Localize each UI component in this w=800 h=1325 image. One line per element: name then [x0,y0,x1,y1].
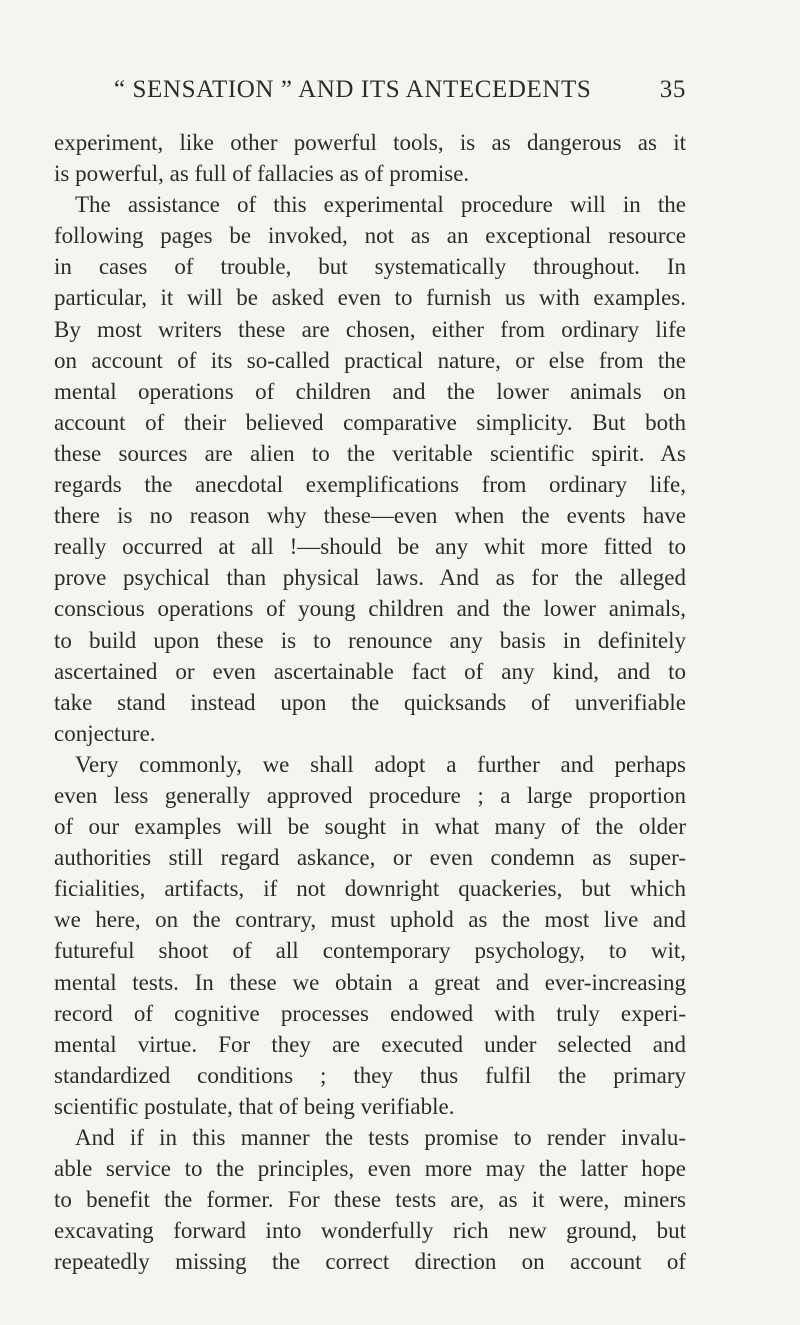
text-line: regards the anecdotal exemplifications from ordinary life, [54,472,686,498]
running-head [54,72,686,112]
text-line: take stand instead upon the quicksands of unverifiable [54,689,686,715]
text-line: The assistance of this experimental procedure will in the [75,192,686,218]
body-text [54,127,686,1277]
text-line: conjecture. [54,720,156,746]
text-line: mental operations of children and the lower animals on [54,378,686,404]
text-line: mental virtue. For they are executed under selected and [54,1031,686,1057]
text-line: conscious operations of young children and the lower animals, [54,596,686,622]
text-line: By most writers these are chosen, either from ordinary life [54,316,686,342]
text-line: in cases of trouble, but systematically throughout. In [54,254,686,280]
text-line: record of cognitive processes endowed with truly experi- [54,1000,686,1026]
running-title: “ SENSATION ” AND ITS ANTECEDENTS [114,76,592,103]
text-line: futureful shoot of all contemporary psychology, to wit, [54,938,686,964]
text-line: to benefit the former. For these tests are, as it were, miners [54,1187,686,1213]
text-line: ascertained or even ascertainable fact of any kind, and to [54,658,686,684]
text-line: of our examples will be sought in what many of the older [54,814,686,840]
text-line: we here, on the contrary, must uphold as the most live and [54,907,686,933]
text-line: ficialities, artifacts, if not downright quackeries, but which [54,876,686,902]
text-line: account of their believed comparative simplicity. But both [54,409,686,435]
text-line: excavating forward into wonderfully rich new ground, but [54,1218,686,1244]
text-line: there is no reason why these—even when the events have [54,503,686,529]
text-line: mental tests. In these we obtain a great and ever-increasing [54,969,686,995]
page-number: 35 [659,76,686,103]
text-line: And if in this manner the tests promise to render invalu- [75,1125,686,1150]
text-line: scientific postulate, that of being verifiable. [54,1093,455,1119]
text-line: standardized conditions ; they thus fulfil the primary [54,1062,686,1088]
text-line: is powerful, as full of fallacies as of promise. [54,161,470,187]
text-line: repeatedly missing the correct direction on account of [54,1249,686,1275]
text-line: prove psychical than physical laws. And as for the alleged [54,565,686,591]
text-line: able service to the principles, even more may the latter hope [54,1156,686,1182]
text-line: to build upon these is to renounce any basis in definitely [54,627,686,653]
text-line: particular, it will be asked even to furnish us with examples. [54,285,686,311]
text-line: these sources are alien to the veritable scientific spirit. As [54,440,686,466]
text-line: really occurred at all !—should be any whit more fitted to [54,534,686,560]
text-line: experiment, like other powerful tools, is as dangerous as it [54,130,686,155]
text-line: on account of its so-called practical nature, or else from the [54,347,686,373]
text-line: following pages be invoked, not as an exceptional resource [54,223,686,249]
text-line: authorities still regard askance, or even condemn as super- [54,845,686,871]
text-line: even less generally approved procedure ; a large proportion [54,782,686,808]
text-line: Very commonly, we shall adopt a further and perhaps [75,751,686,777]
